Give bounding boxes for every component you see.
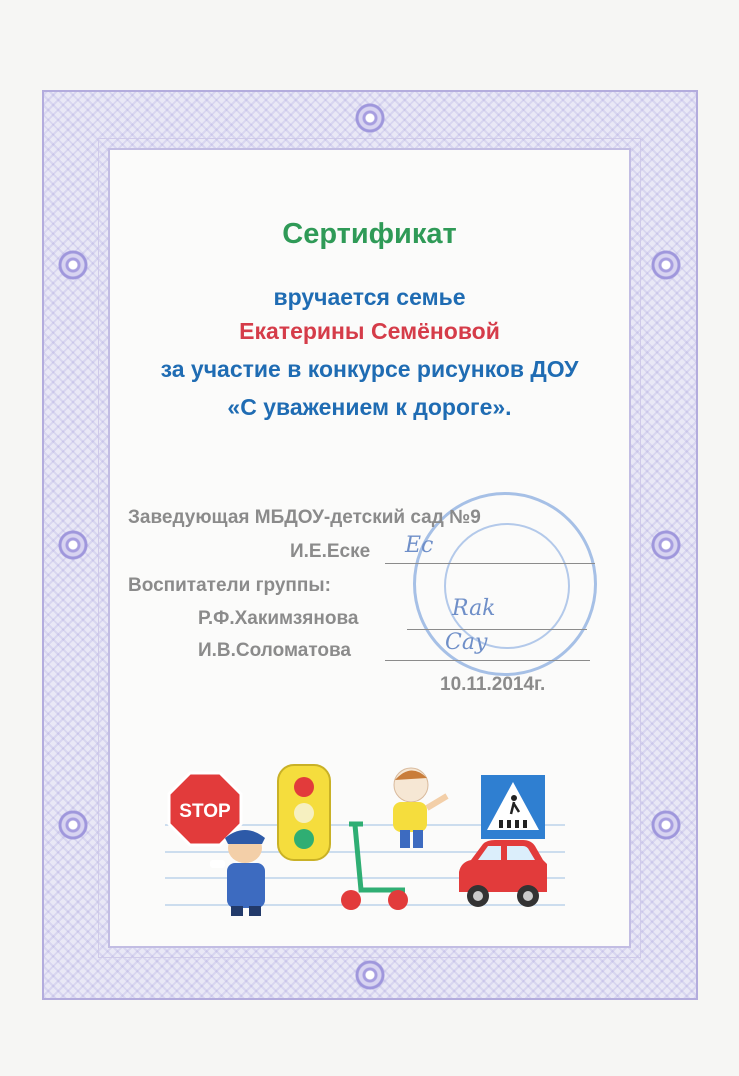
- award-line: вручается семье: [273, 284, 466, 310]
- child-icon: [393, 768, 447, 848]
- contest-name: «С уважением к дороге».: [227, 394, 512, 420]
- signature-line: [407, 629, 587, 630]
- certificate-date: 10.11.2014г.: [440, 674, 546, 695]
- stop-sign-label: STOP: [179, 801, 231, 822]
- head-signature: Ес: [405, 533, 434, 558]
- ornament-icon: [355, 960, 385, 990]
- teacher2-name: И.В.Соломатова: [198, 640, 351, 661]
- traffic-light-icon: [278, 765, 330, 860]
- teachers-title: Воспитатели группы:: [128, 575, 331, 596]
- ornament-icon: [58, 530, 88, 560]
- signature-line: [385, 660, 590, 661]
- contest-line: за участие в конкурсе рисунков ДОУ: [160, 356, 579, 382]
- head-title: Заведующая МБДОУ-детский сад №9: [128, 507, 481, 528]
- ornament-icon: [651, 530, 681, 560]
- head-name: И.Е.Еске: [290, 541, 371, 562]
- teacher1-signature: Rak: [452, 596, 496, 621]
- crosswalk-sign-icon: [481, 775, 545, 839]
- recipient-name: Екатерины Семёновой: [239, 318, 500, 344]
- ornament-icon: [58, 250, 88, 280]
- teacher1-name: Р.Ф.Хакимзянова: [198, 608, 359, 629]
- ornament-icon: [651, 810, 681, 840]
- signature-line: [385, 563, 595, 564]
- traffic-illustration: [165, 760, 565, 920]
- car-icon: [459, 840, 547, 907]
- ornament-icon: [651, 250, 681, 280]
- stop-sign-icon: [169, 773, 241, 845]
- teacher2-signature: Сау: [445, 630, 488, 655]
- scooter-icon: [341, 824, 408, 910]
- ornament-icon: [58, 810, 88, 840]
- ornament-icon: [355, 103, 385, 133]
- certificate-title: Сертификат: [282, 218, 457, 250]
